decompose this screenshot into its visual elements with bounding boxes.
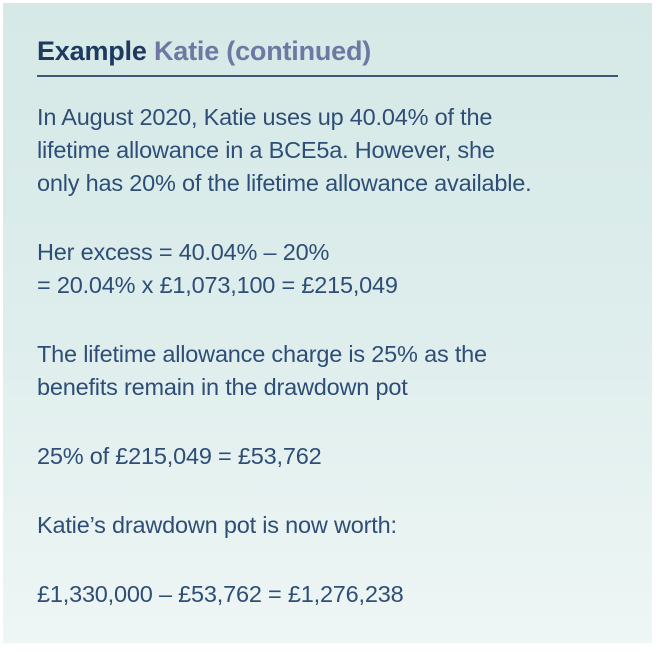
- card-title: [37, 36, 618, 66]
- text-line: Her excess = 40.04% – 20%: [37, 239, 330, 265]
- text-line: only has 20% of the lifetime allowance available.: [37, 170, 532, 196]
- card-title-label: Example: [37, 36, 147, 66]
- paragraph-intro: [37, 101, 618, 200]
- text-line: lifetime allowance in a BCE5a. However, she: [37, 137, 495, 163]
- text-line: = 20.04% x £1,073,100 = £215,049: [37, 272, 398, 298]
- card-title-subject: Katie (continued): [153, 36, 372, 66]
- text-line: £1,330,000 – £53,762 = £1,276,238: [37, 581, 404, 607]
- body-copy: [37, 101, 618, 611]
- paragraph-charge-calculation: [37, 440, 618, 473]
- text-line: Katie’s drawdown pot is now worth:: [37, 512, 397, 538]
- text-line: The lifetime allowance charge is 25% as the: [37, 341, 487, 367]
- text-line: In August 2020, Katie uses up 40.04% of the: [37, 104, 493, 130]
- title-underline: [37, 75, 618, 77]
- paragraph-pot-calculation: [37, 578, 618, 611]
- text-line: 25% of £215,049 = £53,762: [37, 443, 322, 469]
- paragraph-pot-intro: [37, 509, 618, 542]
- paragraph-charge-explanation: [37, 338, 618, 404]
- card-content: [3, 3, 652, 611]
- paragraph-excess-calculation: [37, 236, 618, 302]
- example-card: [3, 3, 652, 643]
- text-line: benefits remain in the drawdown pot: [37, 374, 408, 400]
